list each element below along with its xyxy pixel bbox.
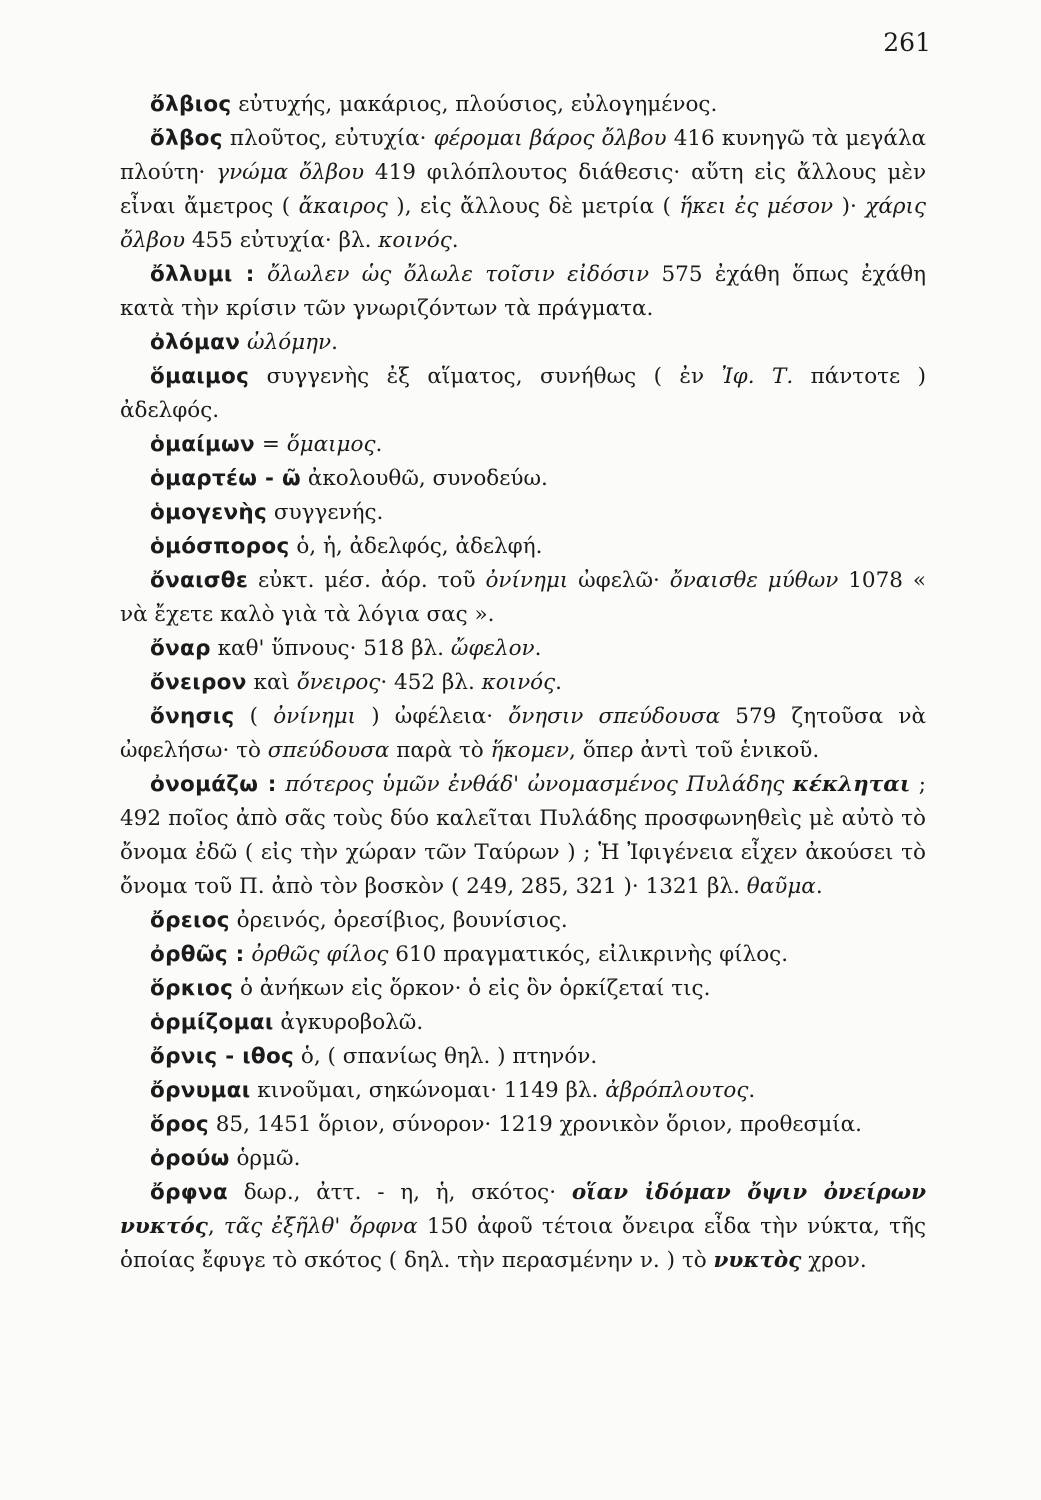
entry-headword: ὀνομάζω :	[150, 772, 277, 797]
dictionary-entry	[120, 632, 926, 666]
entry-headword: ὄλβιος	[150, 92, 232, 117]
entry-text	[277, 772, 286, 797]
entry-text: .	[748, 1078, 756, 1103]
entry-text: συγγενής.	[267, 500, 384, 525]
dictionary-entry	[120, 360, 926, 428]
entry-text: 150 ἀφοῦ τέτοια ὄνειρα εἶδα τὴν νύκτα, τῆς ὁποίας ἔφυγε τὸ σκότος ( δηλ. τὴν περασμένην ν. ) τὸ	[120, 1214, 926, 1273]
entry-text: δωρ., ἀττ. - η, ἡ, σκότος·	[227, 1180, 572, 1205]
entry-headword: ὀρθῶς :	[150, 942, 245, 967]
dictionary-entry	[120, 530, 926, 564]
entry-text: ὁρμῶ.	[229, 1146, 301, 1171]
dictionary-entry	[120, 1108, 926, 1142]
entry-text: ὁ ἀνήκων εἰς ὅρκον· ὁ εἰς ὃν ὁρκίζεταί τις.	[233, 976, 711, 1001]
entry-text: .	[331, 330, 338, 355]
entry-text: 416 κυνηγῶ τὰ μεγάλα πλούτη·	[120, 126, 926, 185]
entry-quote: χάρις ὄλβου	[120, 194, 926, 253]
entry-headword: ὁμόσπορος	[150, 534, 290, 559]
entry-text: ) ὠφέλεια·	[356, 704, 509, 729]
dictionary-entry	[120, 1040, 926, 1074]
entry-quote: νυκτὸς	[713, 1248, 802, 1273]
entry-text: ὁ, ( σπανίως θηλ. ) πτηνόν.	[294, 1044, 598, 1069]
dictionary-entry	[120, 904, 926, 938]
dictionary-entry	[120, 1074, 926, 1108]
entry-text: 575 ἐχάθη ὅπως ἐχάθη κατὰ τὴν κρίσιν τῶν γνωριζόντων τὰ πράγματα.	[120, 262, 926, 321]
entry-text: πάντοτε ) ἀδελφός.	[120, 364, 926, 423]
entry-text: .	[534, 636, 542, 661]
entry-headword: ὄρειος	[150, 908, 230, 933]
entry-quote: κοινός	[378, 228, 452, 253]
entry-text: (	[234, 704, 274, 729]
entry-text: ἀκολουθῶ, συνοδεύω.	[301, 466, 548, 491]
entry-quote: κέκληται	[792, 772, 911, 797]
entry-quote: σπεύδουσα	[267, 738, 390, 763]
entry-text: παρὰ τὸ	[389, 738, 491, 763]
entry-quote: γνώμα ὄλβου	[216, 160, 365, 185]
entry-text: .	[555, 670, 562, 695]
dictionary-entry	[120, 666, 926, 700]
entry-text: χρον.	[801, 1248, 867, 1273]
entry-text: συγγενὴς ἐξ αἵματος, συνήθως ( ἐν	[249, 364, 722, 389]
entry-quote: ὄλωλεν ὡς ὄλωλε τοῖσιν εἰδόσιν	[267, 262, 650, 287]
entry-quote: ὠλόμην	[247, 330, 332, 355]
dictionary-entry	[120, 1176, 926, 1278]
entry-headword: ὄνησις	[150, 704, 235, 729]
page-number: 261	[883, 28, 931, 57]
entry-headword: ὄρνυμαι	[150, 1078, 251, 1103]
entry-text: ; 492 ποῖος ἀπὸ σᾶς τοὺς δύο καλεῖται Πυλάδης προσφωνηθεὶς μὲ αὐτὸ τὸ ὄνομα ἐδῶ ( εἰς τὴν χώραν τῶν Ταύρων ) ; Ἡ Ἰφιγένεια εἶχεν ἀκούσει τὸ ὄνομα τοῦ Π. ἀπὸ τὸν βοσκὸν ( 249, 285, 321 )· 1321 βλ.	[120, 772, 927, 899]
entry-list	[120, 88, 926, 1278]
entry-quote: ὄνειρος	[296, 670, 381, 695]
entry-headword: ὄλβος	[150, 126, 223, 151]
entry-headword: ὄρνις - ιθος	[150, 1044, 295, 1069]
dictionary-entry	[120, 122, 926, 258]
entry-quote: ὄνησιν σπεύδουσα	[508, 704, 721, 729]
entry-quote: πότερος ὑμῶν ἐνθάδ' ὠνομασμένος Πυλάδης	[285, 772, 785, 797]
entry-text: εὐκτ. μέσ. ἀόρ. τοῦ	[248, 568, 486, 593]
entry-quote: κοινός	[481, 670, 556, 695]
entry-headword: ὀρούω	[150, 1146, 230, 1171]
entry-headword: ὅρκιος	[150, 976, 234, 1001]
entry-headword: ὁμαίμων	[150, 432, 255, 457]
entry-text: ὠφελῶ·	[568, 568, 670, 593]
entry-quote: ὅμαιμος	[286, 432, 376, 457]
entry-quote: ἥκομεν	[490, 738, 570, 763]
dictionary-entry	[120, 1006, 926, 1040]
entry-text: .	[451, 228, 459, 253]
entry-headword: ὄναρ	[150, 636, 211, 661]
entry-quote: ὀρθῶς φίλος	[251, 942, 389, 967]
entry-text: ,	[207, 1214, 224, 1239]
dictionary-entry	[120, 496, 926, 530]
dictionary-entry	[120, 326, 926, 360]
entry-headword: ὁμογενὴς	[150, 500, 268, 525]
entry-text: 1078 « νὰ ἔχετε καλὸ γιὰ τὰ λόγια σας ».	[120, 568, 927, 627]
entry-text: 579 ζητοῦσα νὰ ὠφελήσω· τὸ	[120, 704, 926, 763]
entry-text	[240, 330, 247, 355]
entry-headword: ὅρος	[150, 1112, 209, 1137]
entry-quote: Ἰφ. Τ.	[721, 364, 794, 389]
entry-text: ἀγκυροβολῶ.	[273, 1010, 424, 1035]
entry-text: · 452 βλ.	[380, 670, 482, 695]
entry-text: κινοῦμαι, σηκώνομαι· 1149 βλ.	[250, 1078, 606, 1103]
entry-text: .	[815, 874, 823, 899]
entry-text	[784, 772, 793, 797]
entry-text: 419 φιλόπλουτος διάθεσις· αὕτη εἰς ἄλλους μὲν εἶναι ἄμετρος (	[120, 160, 927, 219]
entry-text: =	[255, 432, 287, 457]
entry-quote: φέρομαι βάρος ὄλβου	[433, 126, 667, 151]
entry-text: ), εἰς ἄλλους δὲ μετρία (	[387, 194, 680, 219]
entry-text: καὶ	[246, 670, 297, 695]
entry-headword: ὁμαρτέω - ῶ	[150, 466, 302, 491]
dictionary-entry	[120, 938, 926, 972]
entry-headword: ὄνειρον	[150, 670, 247, 695]
entry-text: 455 εὐτυχία· βλ.	[185, 228, 379, 253]
entry-text: ὀρεινός, ὀρεσίβιος, βουνίσιος.	[229, 908, 568, 933]
dictionary-entry	[120, 1142, 926, 1176]
entry-quote: ἄκαιρος	[298, 194, 388, 219]
entry-headword: ὄλλυμι :	[150, 262, 255, 287]
entry-text	[255, 262, 267, 287]
entry-text: εὐτυχής, μακάριος, πλούσιος, εὐλογημένος.	[231, 92, 718, 117]
entry-headword: ὅμαιμος	[150, 364, 250, 389]
entry-text: καθ' ὕπνους· 518 βλ.	[210, 636, 451, 661]
dictionary-entry	[120, 428, 926, 462]
entry-quote: ἀβρόπλουτος	[605, 1078, 749, 1103]
entry-quote: ὤφελον	[450, 636, 535, 661]
entry-headword: ὄρφνα	[150, 1180, 228, 1205]
entry-text: πλοῦτος, εὐτυχία·	[222, 126, 434, 151]
entry-headword: ὁρμίζομαι	[150, 1010, 274, 1035]
entry-text: , ὅπερ ἀντὶ τοῦ ἑνικοῦ.	[569, 738, 820, 763]
entry-text: ὁ, ἡ, ἀδελφός, ἀδελφή.	[289, 534, 543, 559]
entry-quote: ὀνίνημι	[485, 568, 569, 593]
entry-quote: ὀνίνημι	[273, 704, 356, 729]
dictionary-entry	[120, 462, 926, 496]
entry-quote: οἵαν ἰδόμαν ὄψιν ὀνείρων νυκτός	[120, 1180, 926, 1239]
entry-headword: ὀλόμαν	[150, 330, 241, 355]
entry-text: 610 πραγματικός, εἰλικρινὴς φίλος.	[388, 942, 789, 967]
entry-quote: ἥκει ἐς μέσον	[679, 194, 834, 219]
dictionary-entry	[120, 768, 926, 904]
dictionary-entry	[120, 258, 926, 326]
dictionary-entry	[120, 972, 926, 1006]
entry-quote: ὄναισθε μύθων	[669, 568, 839, 593]
entry-text: .	[375, 432, 383, 457]
entry-quote: τᾶς ἐξῆλθ' ὄρφνα	[223, 1214, 418, 1239]
dictionary-entry	[120, 88, 926, 122]
entry-quote: θαῦμα	[746, 874, 816, 899]
entry-text: 85, 1451 ὅριον, σύνορον· 1219 χρονικὸν ὅριον, προθεσμία.	[208, 1112, 862, 1137]
dictionary-entry	[120, 700, 926, 768]
entry-headword: ὄναισθε	[150, 568, 249, 593]
entry-text: )·	[833, 194, 866, 219]
dictionary-entry	[120, 564, 926, 632]
